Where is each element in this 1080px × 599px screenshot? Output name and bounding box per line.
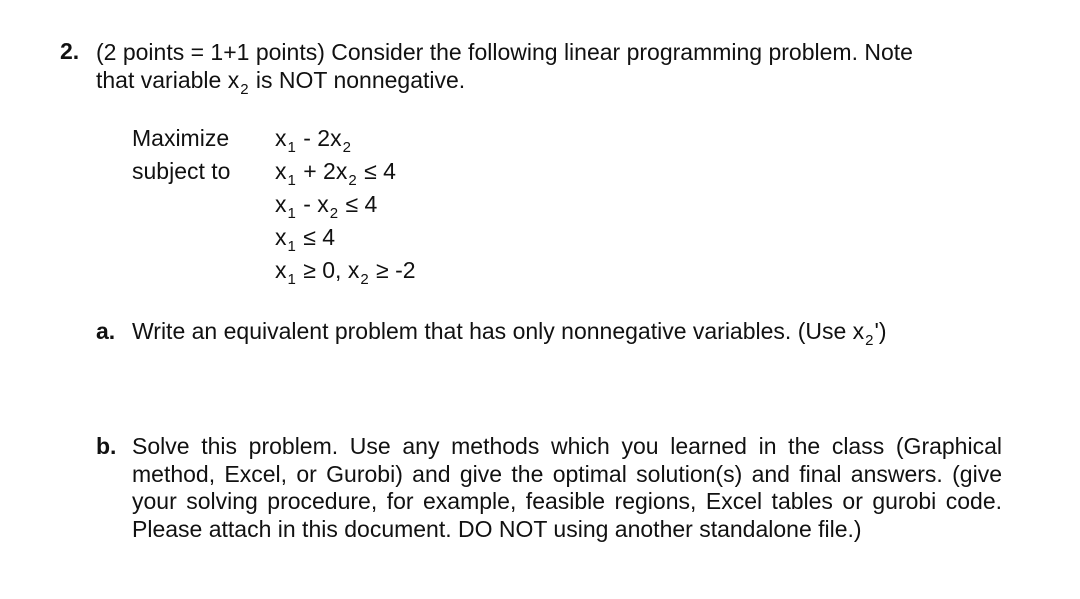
math-term: ≤ 4 [357,158,396,184]
question-number: 2. [60,38,80,64]
question-intro-line2 [96,66,466,98]
part-a-letter: a. [96,318,116,344]
math-term: x [275,158,287,184]
objective-function [275,125,352,156]
math-term: ≥ 0, x [296,257,360,283]
constraint-3 [275,224,336,255]
maximize-label: Maximize [132,125,230,151]
math-term: ≤ 4 [339,191,378,217]
part-a-subscript: 2 [865,332,874,349]
math-subscript: 2 [329,205,339,222]
math-term: x [275,125,287,151]
math-term: x [275,224,287,250]
math-subscript: 1 [287,139,296,156]
math-term: ≥ -2 [369,257,416,283]
math-term: - x [296,191,329,217]
math-subscript: 1 [287,238,296,255]
constraint-4 [275,257,416,288]
math-term: x [275,191,287,217]
math-subscript: 1 [287,172,296,189]
math-term: ≤ 4 [296,224,336,250]
part-a-text [132,318,887,349]
math-subscript: 2 [342,139,351,156]
intro-line2-prefix: that variable x [96,67,240,93]
part-a-prefix: Write an equivalent problem that has only nonnegative variables. (Use x [132,318,865,344]
math-subscript: 2 [348,172,357,189]
part-b-letter: b. [96,433,117,459]
math-term: + 2x [296,158,348,184]
question-intro-line1: (2 points = 1+1 points) Consider the following linear programming problem. Note [96,39,913,65]
math-subscript: 1 [287,271,296,288]
constraint-2 [275,191,378,222]
math-subscript: 1 [287,205,296,222]
constraint-1 [275,158,396,189]
subject-to-label: subject to [132,158,231,184]
math-term: - 2x [296,125,342,151]
intro-line2-suffix: is NOT nonnegative. [249,67,466,93]
math-term: x [275,257,287,283]
part-a-suffix: ') [874,318,887,344]
math-subscript: 2 [360,271,369,288]
intro-line2-subscript: 2 [240,81,249,98]
part-b-text: Solve this problem. Use any methods which you learned in the class (Graphical method, Excel, or Gurobi) and give the optimal solution(s) and final answers. (give your solving procedure, for example, feasible regions, Excel tables or gurobi code. Please attach in this document. DO NOT using another standalone file.) [132,433,1002,542]
